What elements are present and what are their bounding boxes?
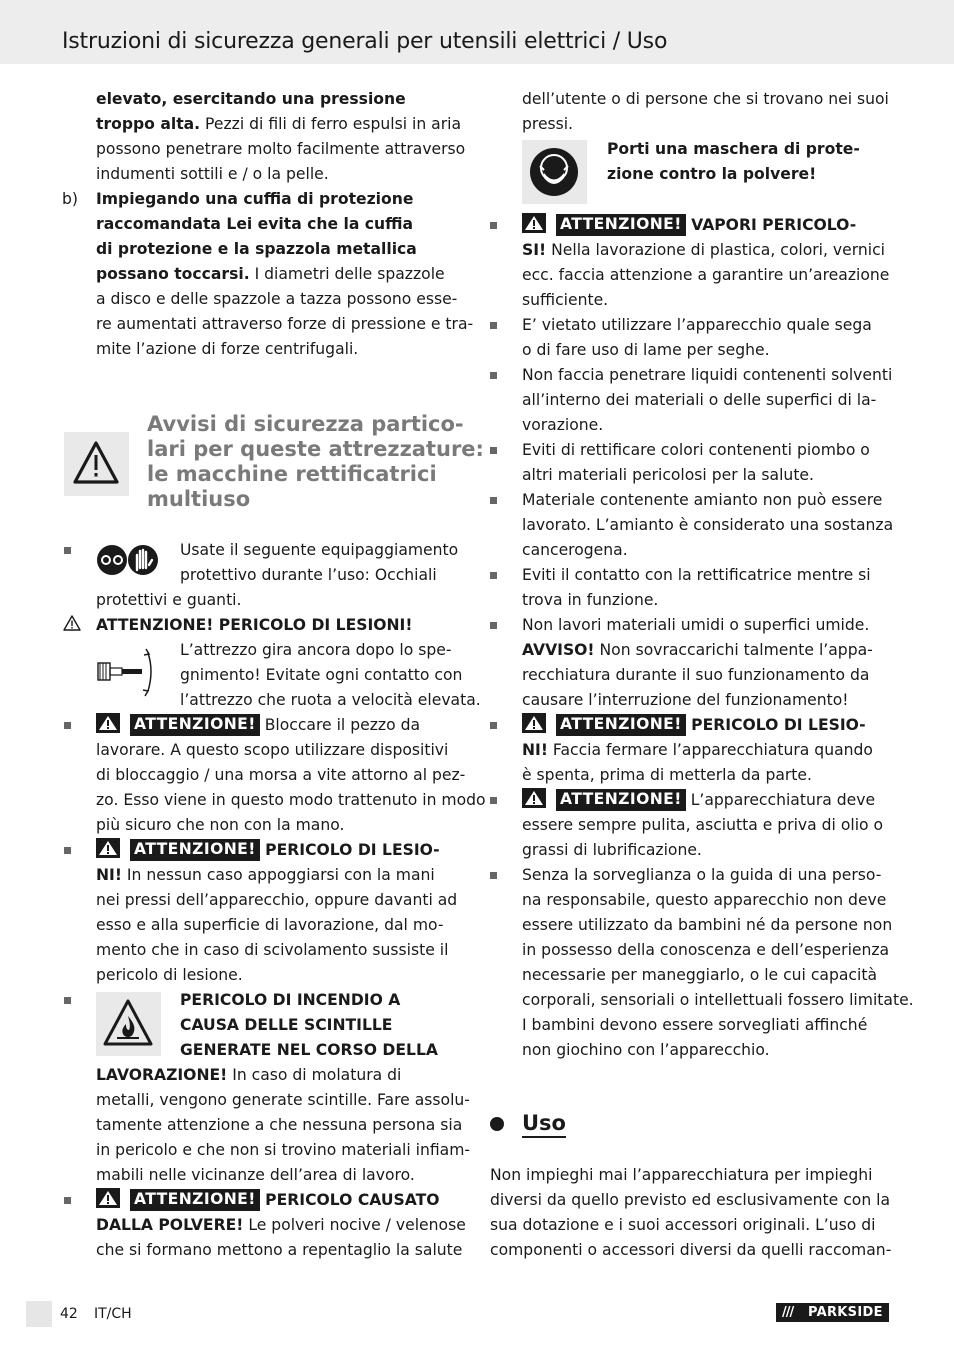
text-line: na responsabile, questo apparecchio non deve: [522, 891, 887, 909]
text-line: lavorato. L’amianto è considerato una sostanza: [522, 516, 894, 534]
bullet: [490, 322, 497, 329]
text-line: nei pressi dell’apparecchio, oppure davanti ad: [96, 891, 458, 909]
warning-filled-icon: [96, 713, 120, 733]
text-line: di protezione e la spazzola metallica: [96, 240, 417, 258]
text-line: Non lavori materiali umidi o superfici umide.: [522, 616, 870, 634]
text-line: Impiegando una cuffia di protezione: [96, 190, 414, 208]
text-line: metalli, vengono generate scintille. Fare assolu-: [96, 1091, 470, 1109]
section-heading: Avvisi di sicurezza partico-: [147, 412, 464, 436]
text-line: mite l’azione di forze centrifugali.: [96, 340, 359, 358]
warning-box: [64, 432, 129, 496]
text-line: di bloccaggio / una morsa a vite attorno al pez-: [96, 766, 466, 784]
text-line: è spenta, prima di metterla da parte.: [522, 766, 812, 784]
text-line: diversi da quello previsto ed esclusivamente con la: [490, 1191, 891, 1209]
text-line: indumenti sottili e / o la pelle.: [96, 165, 329, 183]
text-line: Materiale contenente amianto non può essere: [522, 491, 883, 509]
text-line: sua dotazione e i suoi accessori originali. L’uso di: [490, 1216, 876, 1234]
text-line: DALLA POLVERE! Le polveri nocive / velenose: [96, 1216, 466, 1234]
text-line: Eviti di rettificare colori contenenti piombo o: [522, 441, 870, 459]
text-line: GENERATE NEL CORSO DELLA: [180, 1041, 438, 1059]
text-line: recchiatura durante il suo funzionamento da: [522, 666, 870, 684]
goggles-gloves-icon: [96, 543, 160, 577]
warning-filled-icon: [96, 1188, 120, 1208]
page-title: Istruzioni di sicurezza generali per utensili elettrici / Uso: [62, 29, 668, 54]
bullet: [64, 1197, 71, 1204]
text-line: ATTENZIONE! PERICOLO CAUSATO: [96, 1188, 440, 1213]
bullet: [490, 222, 497, 229]
bullet: [490, 622, 497, 629]
text-line: necessarie per maneggiarlo, o le cui capacità: [522, 966, 877, 984]
language-code: IT/CH: [94, 1306, 132, 1322]
bullet: [490, 572, 497, 579]
text-line: ATTENZIONE! PERICOLO DI LESIO-: [522, 713, 866, 738]
fire-hazard-icon: [96, 992, 161, 1056]
text-line: trova in funzione.: [522, 591, 659, 609]
text-line: Non faccia penetrare liquidi contenenti solventi: [522, 366, 893, 384]
rotating-tool-pictogram: [96, 643, 160, 699]
warning-filled-icon: [522, 213, 546, 233]
text-line: elevato, esercitando una pressione: [96, 90, 406, 108]
bullet: [490, 797, 497, 804]
text-line: esso e alla superficie di lavorazione, dal mo-: [96, 916, 444, 934]
rotating-brush-icon: [96, 643, 160, 699]
section-bullet-icon: [490, 1117, 504, 1131]
text-line: dell’utente o di persone che si trovano nei suoi: [522, 90, 889, 108]
text-line: mento che in caso di scivolamento sussiste il: [96, 941, 449, 959]
list-label-b: b): [62, 190, 78, 208]
text-line: AVVISO! Non sovraccarichi talmente l’appa-: [522, 641, 873, 659]
text-line: zione contro la polvere!: [607, 165, 817, 183]
text-line: possano toccarsi. I diametri delle spazzole: [96, 265, 445, 283]
warning-outline-icon: [63, 614, 81, 632]
text-line: gnimento! Evitate ogni contatto con: [180, 666, 463, 684]
text-line: Usate il seguente equipaggiamento: [180, 541, 459, 559]
text-line: re aumentati attraverso forze di pressione e tra-: [96, 315, 474, 333]
text-line: ecc. faccia attenzione a garantire un’areazione: [522, 266, 890, 284]
text-line: componenti o accessori diversi da quelli raccoman-: [490, 1241, 892, 1259]
attention-label: ATTENZIONE!: [130, 714, 260, 736]
section-heading: lari per queste attrezzature:: [147, 437, 484, 461]
text-line: all’interno dei materiali o delle superfici di la-: [522, 391, 877, 409]
text-line: in possesso della conoscenza e dell’esperienza: [522, 941, 890, 959]
text-line: sufficiente.: [522, 291, 609, 309]
text-line: L’attrezzo gira ancora dopo lo spe-: [180, 641, 452, 659]
text-line: possono penetrare molto facilmente attraverso: [96, 140, 466, 158]
text-line: corporali, sensoriali o intellettuali fossero limitate.: [522, 991, 914, 1009]
mask-box: [522, 140, 587, 204]
ppe-icons: [96, 543, 160, 577]
text-line: LAVORAZIONE! In caso di molatura di: [96, 1066, 402, 1084]
brand-logo: [776, 1303, 889, 1322]
bullet: [490, 722, 497, 729]
footer-marker: [26, 1301, 52, 1327]
text-line: pressi.: [522, 115, 574, 133]
attention-label: ATTENZIONE!: [130, 1189, 260, 1211]
bullet: [490, 872, 497, 879]
attention-label: ATTENZIONE!: [556, 214, 686, 236]
text-line: troppo alta. Pezzi di fili di ferro espulsi in aria: [96, 115, 462, 133]
bullet: [490, 447, 497, 454]
brand-name: PARKSIDE: [808, 1305, 883, 1320]
section-heading: multiuso: [147, 487, 251, 511]
text-line: protettivi e guanti.: [96, 591, 242, 609]
text-line: Non impieghi mai l’apparecchiatura per impieghi: [490, 1166, 873, 1184]
page-header: [0, 0, 954, 64]
warning-filled-icon: [522, 713, 546, 733]
text-line: ATTENZIONE! PERICOLO DI LESIO-: [96, 838, 440, 863]
text-line: cancerogena.: [522, 541, 628, 559]
text-line: mabili nelle vicinanze dell’area di lavoro.: [96, 1166, 415, 1184]
fire-warning-box: [96, 992, 161, 1056]
text-line: grassi di lubrificazione.: [522, 841, 702, 859]
text-line: causare l’interruzione del funzionamento!: [522, 691, 849, 709]
text-line: pericolo di lesione.: [96, 966, 243, 984]
text-line: che si formano mettono a repentaglio la salute: [96, 1241, 463, 1259]
dust-mask-icon: [522, 140, 587, 204]
logo-slashes: ///: [782, 1305, 794, 1320]
text-line: protettivo durante l’uso: Occhiali: [180, 566, 437, 584]
bullet: [64, 722, 71, 729]
bullet: [64, 847, 71, 854]
text-line: NI! In nessun caso appoggiarsi con la mani: [96, 866, 435, 884]
text-line: NI! Faccia fermare l’apparecchiatura quando: [522, 741, 873, 759]
text-line: lavorare. A questo scopo utilizzare dispositivi: [96, 741, 449, 759]
text-line: altri materiali pericolosi per la salute.: [522, 466, 814, 484]
text-line: a disco e delle spazzole a tazza possono esse-: [96, 290, 458, 308]
page-number: 42: [60, 1306, 78, 1322]
bullet: [64, 997, 71, 1004]
attention-label: ATTENZIONE!: [556, 789, 686, 811]
attention-label: ATTENZIONE!: [556, 714, 686, 736]
attention-label: ATTENZIONE!: [130, 839, 260, 861]
text-line: Senza la sorveglianza o la guida di una perso-: [522, 866, 882, 884]
text-line: ATTENZIONE! Bloccare il pezzo da: [96, 713, 420, 738]
warning-filled-icon: [522, 788, 546, 808]
text-line: vorazione.: [522, 416, 604, 434]
text-line: essere utilizzato da bambini né da persone non: [522, 916, 893, 934]
text-line: ATTENZIONE! L’apparecchiatura deve: [522, 788, 875, 813]
text-line: l’attrezzo che ruota a velocità elevata.: [180, 691, 481, 709]
text-line: CAUSA DELLE SCINTILLE: [180, 1016, 393, 1034]
text-line: E’ vietato utilizzare l’apparecchio quale sega: [522, 316, 872, 334]
bullet: [490, 497, 497, 504]
text-line: o di fare uso di lame per seghe.: [522, 341, 770, 359]
text-line: non giochino con l’apparecchio.: [522, 1041, 770, 1059]
bullet: [490, 372, 497, 379]
section-heading: le macchine rettificatrici: [147, 462, 437, 486]
text-line: Porti una maschera di prote-: [607, 140, 860, 158]
text-line: Eviti il contatto con la rettificatrice mentre si: [522, 566, 871, 584]
text-line: raccomandata Lei evita che la cuffia: [96, 215, 414, 233]
text-line: PERICOLO DI INCENDIO A: [180, 991, 401, 1009]
text-line: ATTENZIONE! VAPORI PERICOLO-: [522, 213, 856, 238]
text-line: in pericolo e che non si trovino materiali infiam-: [96, 1141, 471, 1159]
section-title-uso: Uso: [522, 1110, 566, 1138]
warning-filled-icon: [96, 838, 120, 858]
text-line: più sicuro che non con la mano.: [96, 816, 345, 834]
warning-title: ATTENZIONE! PERICOLO DI LESIONI!: [96, 616, 413, 634]
text-line: tamente attenzione a che nessuna persona sia: [96, 1116, 463, 1134]
warning-triangle-icon: [64, 432, 129, 496]
text-line: essere sempre pulita, asciutta e priva di olio o: [522, 816, 884, 834]
text-line: I bambini devono essere sorvegliati affinché: [522, 1016, 868, 1034]
text-line: zo. Esso viene in questo modo trattenuto in modo: [96, 791, 486, 809]
text-line: SI! Nella lavorazione di plastica, colori, vernici: [522, 241, 885, 259]
bullet: [64, 547, 71, 554]
